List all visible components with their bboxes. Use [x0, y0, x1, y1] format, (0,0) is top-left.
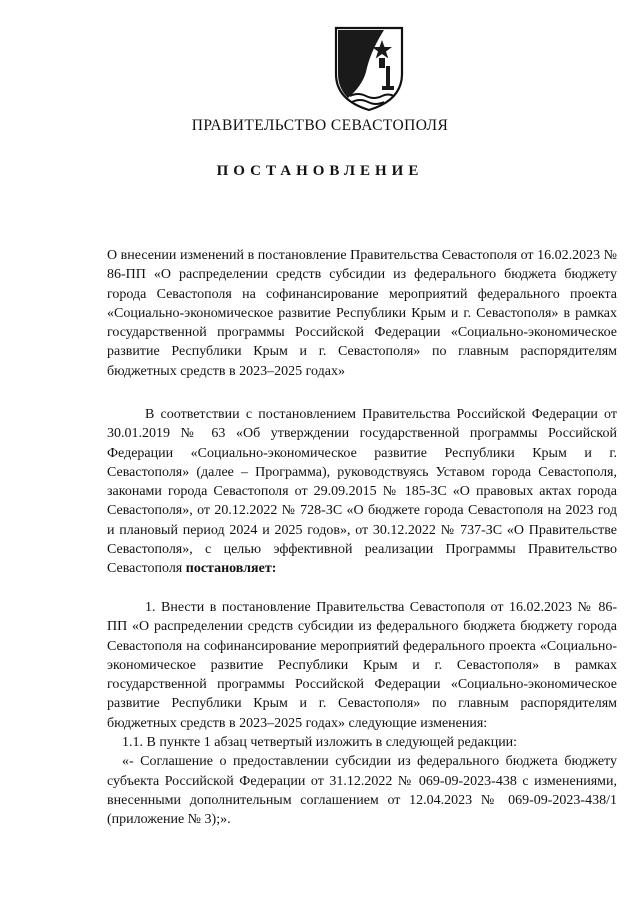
preamble [107, 405, 617, 579]
item-1-1-quote: «- Соглашение о предоставлении субсидии из федерального бюджета бюджету субъекта Российской Федерации от 31.12.2022 № 069-09-2023-438 с изменениями, внесенными дополнительным соглашением от 12.04.2023 № 069-09-2023-438/1 (приложение № 3);». [107, 754, 617, 828]
sevastopol-coat-of-arms-icon [326, 22, 412, 112]
decision-word: постановляет: [185, 561, 277, 577]
document-subject [107, 246, 617, 381]
government-name: ПРАВИТЕЛЬСТВО СЕВАСТОПОЛЯ [191, 117, 449, 134]
item-1: 1. Внести в постановление Правительства Севастополя от 16.02.2023 № 86-ПП «О распределении средств субсидии из федерального бюджета бюджету города Севастополя на софинансирование мероприятий федерального проекта «Социально-экономическое развитие Республики Крым и г. Севастополя» в рамках государственной программы Российской Федерации «Социально-экономическое развитие Республики Крым и г. Севастополя» по главным распорядителям бюджетных средств в 2023–2025 годах» следующие изменения: [107, 600, 617, 731]
resolution-items [107, 598, 617, 830]
preamble-paragraph [107, 405, 617, 579]
document-type: ПОСТАНОВЛЕНИЕ [216, 163, 424, 179]
item-1-1: 1.1. В пункте 1 абзац четвертый изложить в следующей редакции: [122, 735, 518, 751]
subject-text: О внесении изменений в постановление Правительства Севастополя от 16.02.2023 № 86-ПП «О распределении средств субсидии из федерального бюджета бюджету города Севастополя на софинансирование мероприятий федерального проекта «Социально-экономическое развитие Республики Крым и г. Севастополя» в рамках государственной программы Российской Федерации «Социально-экономическое развитие Республики Крым и г. Севастополя» по главным распорядителям бюджетных средств в 2023–2025 годах» [107, 248, 617, 379]
preamble-text: В соответствии с постановлением Правительства Российской Федерации от 30.01.2019 № 63 «Об утверждении государственной программы Российской Федерации «Социально-экономическое развитие Республики Крым и г. Севастополя» (далее – Программа), руководствуясь Уставом города Севастополя, законами города Севастополя от 29.09.2015 № 185-ЗС «О правовых актах города Севастополя», от 20.12.2022 № 728-ЗС «О бюджете города Севастополя на 2023 год и плановый период 2024 и 2025 годов», от 30.12.2022 № 737-ЗС «О Правительстве Севастополя», с целью эффективной реализации Программы Правительство Севастополя [107, 407, 617, 577]
